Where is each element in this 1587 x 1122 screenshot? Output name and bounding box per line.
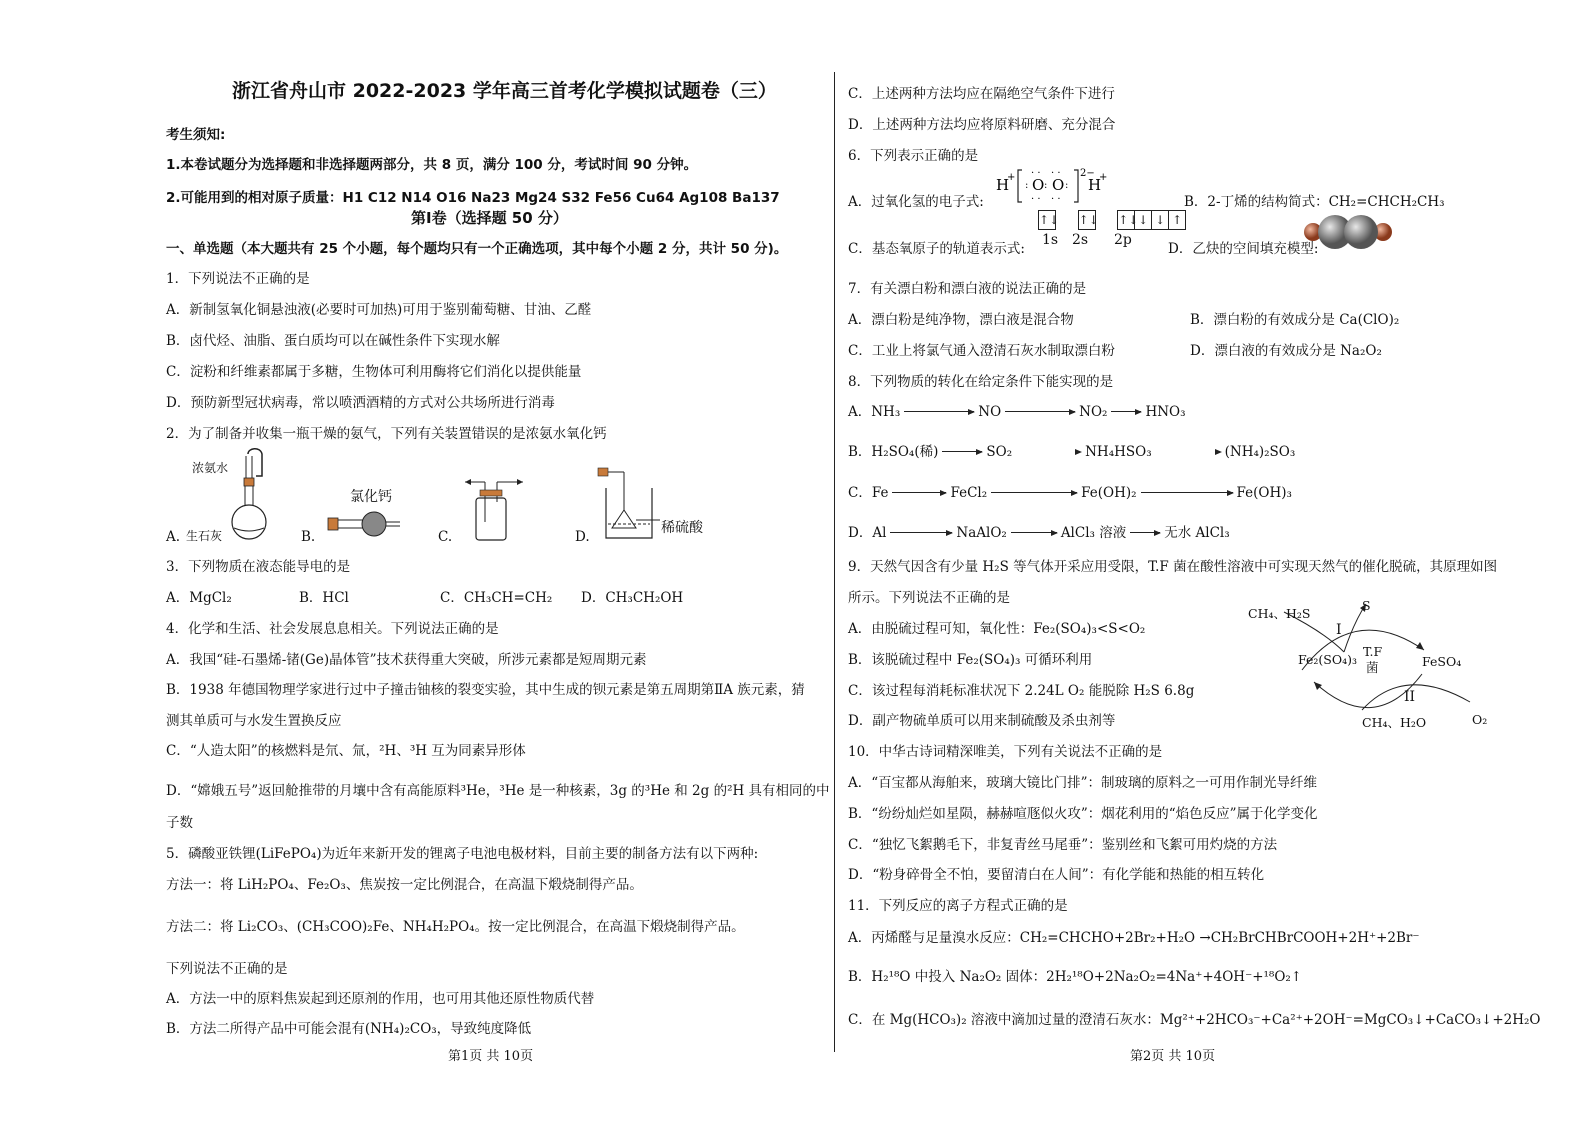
orbital-box: ↑↓ <box>1117 210 1135 230</box>
q11-option-b: B．H₂¹⁸O 中投入 Na₂O₂ 固体：2H₂¹⁸O+2Na₂O₂=4Na⁺+4OH⁻+¹⁸O₂↑ <box>848 969 1303 985</box>
q1-option-c: C．淀粉和纤维素都属于多糖，生物体可利用酶将它们消化以提供能量 <box>166 364 582 380</box>
q1-option-a: A．新制氢氧化铜悬浊液(必要时可加热)可用于鉴别葡萄糖、甘油、乙醛 <box>166 302 592 318</box>
q8c-species: C．Fe <box>848 485 889 501</box>
q8a-species: NO₂ <box>1079 404 1108 420</box>
q9-stem-line1: 9．天然气因含有少量 H₂S 等气体开采应用受限，T.F 菌在酸性溶液中可实现天然气的催化脱硫，其原理如图 <box>848 559 1498 575</box>
reaction-arrow <box>1156 445 1221 452</box>
q10-option-d: D．“粉身碎骨全不怕，要留清白在人间”：有化学能和热能的相互转化 <box>848 867 1265 883</box>
q6-stem: 6．下列表示正确的是 <box>848 148 979 164</box>
q8d-species: 无水 AlCl₃ <box>1164 525 1230 541</box>
diagram-feso4-label: FeSO₄ <box>1422 654 1462 669</box>
svg-text:O: O <box>1032 176 1045 194</box>
svg-text::: : <box>1065 180 1069 191</box>
q8d-species: AlCl₃ 溶液 <box>1060 525 1127 541</box>
apparatus-c-gas-bottle <box>461 472 531 544</box>
diagram-tf-label: T.F <box>1363 644 1383 659</box>
reaction-arrow <box>1141 486 1233 493</box>
q6-option-b: B．2-丁烯的结构简式：CH₂=CHCH₂CH₃ <box>1184 194 1445 210</box>
svg-text::: : <box>1044 180 1048 191</box>
q9-option-c: C．该过程每消耗标准状况下 2.24L O₂ 能脱除 H₂S 6.8g <box>848 683 1195 699</box>
svg-text:+: + <box>1099 172 1108 183</box>
q8-option-c <box>848 481 1292 501</box>
diagram-bacteria-label: 菌 <box>1366 660 1379 675</box>
q5-question: 下列说法不正确的是 <box>166 961 288 977</box>
q6-option-c: C．基态氧原子的轨道表示式: <box>848 241 1025 257</box>
orbital-box: ↑↓ <box>1078 210 1096 230</box>
q4-option-b-line1: B．1938 年德国物理学家进行过中子撞击铀核的裂变实验，其中生成的钡元素是第五周期第ⅡA 族元素，猜 <box>166 682 805 698</box>
svg-text:· ·: · · <box>1051 194 1061 205</box>
apparatus-d-beaker <box>596 464 662 544</box>
reaction-arrow <box>890 526 952 533</box>
diagram-step-ii: II <box>1404 689 1416 705</box>
reaction-arrow <box>1005 405 1075 412</box>
svg-text:+: + <box>1007 172 1016 183</box>
diagram-input-label: CH₄、H₂S <box>1248 606 1311 621</box>
section-instructions: 一、单选题（本大题共有 25 个小题，每个题均只有一个正确选项，其中每个小题 2 分，共计 50 分)。 <box>166 241 788 257</box>
notice-1: 1.本卷试题分为选择题和非选择题两部分，共 8 页，满分 100 分，考试时间 90 分钟。 <box>166 157 698 173</box>
q3-option-a: A．MgCl₂ <box>166 590 232 606</box>
q4-option-d-line2: 子数 <box>166 815 193 831</box>
q8-option-b <box>848 440 1295 460</box>
svg-text:2−: 2− <box>1080 168 1095 179</box>
diagram-output-label: CH₄、H₂O <box>1362 715 1427 730</box>
q2-label-dilute-h2so4: 稀硫酸 <box>661 520 703 536</box>
svg-text:H: H <box>996 176 1010 194</box>
q6-option-a: A．过氧化氢的电子式: <box>848 194 984 210</box>
page-title: 浙江省舟山市 2022-2023 学年高三首考化学模拟试题卷（三） <box>232 80 777 102</box>
q8b-species: B．H₂SO₄(稀) <box>848 444 939 460</box>
orbital-box: ↑ <box>1168 210 1186 230</box>
q3-stem: 3．下列物质在液态能导电的是 <box>166 559 351 575</box>
q2-label-cacl2: 氯化钙 <box>350 489 392 505</box>
reaction-arrow <box>1016 445 1081 452</box>
q2-label-quicklime: 生石灰 <box>186 529 223 543</box>
notice-2: 2.可能用到的相对原子质量：H1 C12 N14 O16 Na23 Mg24 S32 Fe56 Cu64 Ag108 Ba137 <box>166 190 780 206</box>
q10-stem: 10．中华古诗词精深唯美，下列有关说法不正确的是 <box>848 744 1163 760</box>
q8a-species: A．NH₃ <box>848 404 901 420</box>
reaction-arrow <box>1111 405 1141 412</box>
q5-option-b: B．方法二所得产品中可能会混有(NH₄)₂CO₃，导致纯度降低 <box>166 1021 532 1037</box>
q8c-species: Fe(OH)₂ <box>1081 485 1137 501</box>
q3-option-b: B．HCl <box>299 590 349 606</box>
orbital-box: ↑↓ <box>1038 210 1056 230</box>
q4-option-c: C．“人造太阳”的核燃料是氘、氚，²H、³H 互为同素异形体 <box>166 743 526 759</box>
q8b-species: NH₄HSO₃ <box>1085 444 1152 460</box>
q10-option-a: A．“百宝都从海舶来，玻璃大镜比门排”：制玻璃的原料之一可用作制光导纤维 <box>848 775 1318 791</box>
reaction-arrow <box>942 445 982 452</box>
orbital-box: ↓ <box>1151 210 1169 230</box>
q8a-species: HNO₃ <box>1145 404 1186 420</box>
q2-option-b: B. <box>301 529 316 545</box>
orbital-label-2s: 2s <box>1072 232 1089 248</box>
section-title: 第Ⅰ卷（选择题 50 分） <box>411 209 568 227</box>
notice-label: 考生须知: <box>166 127 226 143</box>
q7-option-c: C．工业上将氯气通入澄清石灰水制取漂白粉 <box>848 343 1115 359</box>
q8b-species: SO₂ <box>986 444 1013 460</box>
q11-option-a: A．丙烯醛与足量溴水反应：CH₂=CHCHO+2Br₂+H₂O →CH₂BrCHBrCOOH+2H⁺+2Br⁻ <box>848 930 1420 946</box>
q7-option-a: A．漂白粉是纯净物，漂白液是混合物 <box>848 312 1074 328</box>
q7-option-b: B．漂白粉的有效成分是 Ca(ClO)₂ <box>1190 312 1400 328</box>
orbital-label-2p: 2p <box>1114 232 1132 248</box>
q5-option-c: C．上述两种方法均应在隔绝空气条件下进行 <box>848 86 1115 102</box>
q4-option-a: A．我国“硅-石墨烯-锗(Ge)晶体管”技术获得重大突破，所涉元素都是短周期元素 <box>166 652 647 668</box>
q4-option-b-line2: 测其单质可与水发生置换反应 <box>166 713 342 729</box>
svg-text:· ·: · · <box>1051 168 1061 179</box>
q5-option-d: D．上述两种方法均应将原料研磨、充分混合 <box>848 117 1116 133</box>
reaction-arrow <box>892 486 946 493</box>
diagram-step-i: I <box>1336 622 1342 638</box>
orbital-box: ↓ <box>1134 210 1152 230</box>
q2-option-d: D. <box>575 529 590 545</box>
q2-stem: 2．为了制备并收集一瓶干燥的氨气，下列有关装置错误的是浓氨水氧化钙 <box>166 426 607 442</box>
q2-option-c: C. <box>438 529 453 545</box>
svg-text:O: O <box>1052 176 1065 194</box>
q4-stem: 4．化学和生活、社会发展息息相关。下列说法正确的是 <box>166 621 499 637</box>
q8d-species: D．Al <box>848 525 887 541</box>
page-footer-1: 第1页 共 10页 <box>448 1049 534 1064</box>
q4-option-d-line1: D．“嫦娥五号”返回舱推带的月壤中含有高能原料³He，³He 是一种核素，3g 的³He 和 2g 的²H 具有相同的中 <box>166 783 830 799</box>
q1-option-b: B．卤代烃、油脂、蛋白质均可以在碱性条件下实现水解 <box>166 333 500 349</box>
svg-text::: : <box>1025 180 1029 191</box>
q5-method-1: 方法一：将 LiH₂PO₄、Fe₂O₃、焦炭按一定比例混合，在高温下煅烧制得产品。 <box>166 877 643 893</box>
diagram-sulfur-label: S <box>1362 598 1371 613</box>
acetylene-space-filling-model <box>1303 214 1393 250</box>
reaction-arrow <box>991 486 1077 493</box>
q1-stem: 1．下列说法不正确的是 <box>166 271 310 287</box>
h2o2-electron-formula <box>996 164 1126 208</box>
reaction-arrow <box>904 405 974 412</box>
svg-text:H: H <box>1088 176 1102 194</box>
reaction-arrow <box>1130 526 1160 533</box>
q3-option-d: D．CH₃CH₂OH <box>581 590 684 606</box>
apparatus-b-drying-tube <box>324 504 404 544</box>
q7-stem: 7．有关漂白粉和漂白液的说法正确的是 <box>848 281 1087 297</box>
svg-text:· ·: · · <box>1031 168 1041 179</box>
q9-option-a: A．由脱硫过程可知，氧化性：Fe₂(SO₄)₃<S<O₂ <box>848 621 1146 637</box>
q9-option-b: B．该脱硫过程中 Fe₂(SO₄)₃ 可循环利用 <box>848 652 1093 668</box>
q2-option-a: A. <box>166 529 181 545</box>
q8-option-d <box>848 521 1230 541</box>
q8c-species: FeCl₂ <box>950 485 988 501</box>
q10-option-c: C．“独忆飞絮鹅毛下，非复青丝马尾垂”：鉴别丝和飞絮可用灼烧的方法 <box>848 837 1278 853</box>
q8d-species: NaAlO₂ <box>956 525 1007 541</box>
q9-option-d: D．副产物硫单质可以用来制硫酸及杀虫剂等 <box>848 713 1116 729</box>
q10-option-b: B．“纷纷灿烂如星陨，赫赫喧豗似火攻”：烟花利用的“焰色反应”属于化学变化 <box>848 806 1318 822</box>
q9-stem-line2: 所示。下列说法不正确的是 <box>848 590 1010 606</box>
q8a-species: NO <box>978 404 1002 420</box>
q8-stem: 8．下列物质的转化在给定条件下能实现的是 <box>848 374 1114 390</box>
page-footer-2: 第2页 共 10页 <box>1130 1049 1216 1064</box>
q8b-species: (NH₄)₂SO₃ <box>1224 444 1296 460</box>
column-divider <box>834 72 835 1052</box>
diagram-o2-label: O₂ <box>1472 712 1488 727</box>
q5-method-2: 方法二：将 Li₂CO₃、(CH₃COO)₂Fe、NH₄H₂PO₄。按一定比例混合，在高温下煅烧制得产品。 <box>166 919 745 935</box>
q11-option-c: C．在 Mg(HCO₃)₂ 溶液中滴加过量的澄清石灰水：Mg²⁺+2HCO₃⁻+Ca²⁺+2OH⁻=MgCO₃↓+CaCO₃↓+2H₂O <box>848 1012 1541 1028</box>
q8-option-a <box>848 400 1186 420</box>
apparatus-a-diagram <box>226 446 276 546</box>
q5-option-a: A．方法一中的原料焦炭起到还原剂的作用，也可用其他还原性物质代替 <box>166 991 595 1007</box>
q5-stem: 5．磷酸亚铁锂(LiFePO₄)为近年来新开发的锂离子电池电极材料，目前主要的制备方法有以下两种: <box>166 846 759 862</box>
q6-option-d: D．乙炔的空间填充模型: <box>1168 241 1319 257</box>
svg-text:· ·: · · <box>1031 194 1041 205</box>
reaction-arrow <box>1011 526 1057 533</box>
q3-option-c: C．CH₃CH=CH₂ <box>440 590 553 606</box>
diagram-fe2so43-label: Fe₂(SO₄)₃ <box>1298 652 1357 667</box>
q8c-species: Fe(OH)₃ <box>1236 485 1292 501</box>
orbital-label-1s: 1s <box>1042 232 1059 248</box>
q11-stem: 11．下列反应的离子方程式正确的是 <box>848 898 1068 914</box>
oxygen-orbital-diagram <box>1038 210 1185 230</box>
q1-option-d: D．预防新型冠状病毒，常以喷洒酒精的方式对公共场所进行消毒 <box>166 395 555 411</box>
q2-label-conc-ammonia: 浓氨水 <box>192 461 229 475</box>
q7-option-d: D．漂白液的有效成分是 Na₂O₂ <box>1190 343 1382 359</box>
